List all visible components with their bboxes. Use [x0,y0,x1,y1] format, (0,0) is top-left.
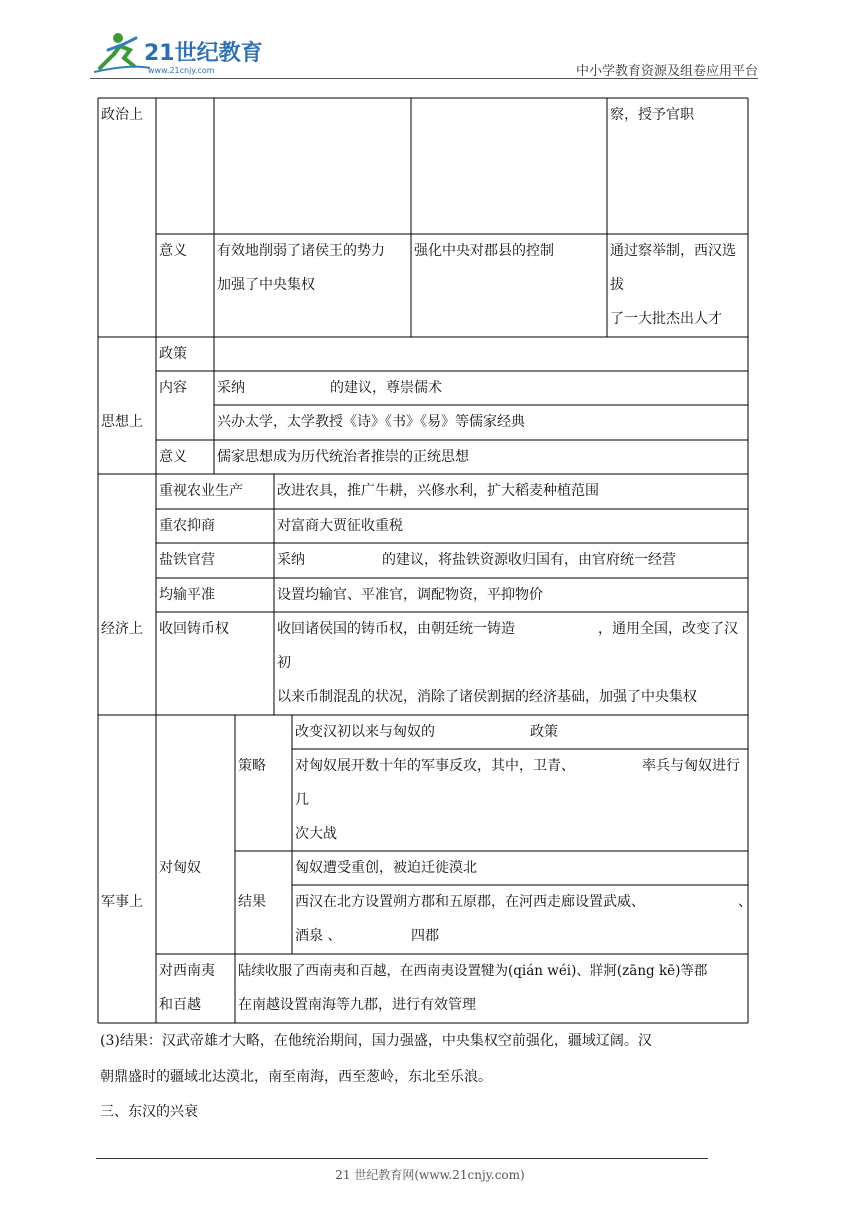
thought-content-2: 兴办太学，太学教授《诗》《书》《易》等儒家经典 [217,414,525,430]
politics-meaning-3-line3: 了一大批杰出人才 [610,311,722,327]
thought-meaning-label: 意义 [159,449,187,465]
military-xiongnu-label: 对匈奴 [159,860,201,876]
economy-row2-label: 重农抑商 [159,518,215,534]
result-paragraph-line2: 朝鼎盛时的疆域北达漠北，南至南海，西至葱岭，东北至乐浪。 [100,1069,492,1085]
section-label-politics: 政治上 [101,107,143,123]
section-label-thought: 思想上 [101,414,143,430]
logo-text: 21世纪教育 [144,41,263,66]
military-result-2-line2b: 四郡 [411,928,439,944]
section-label-military: 军事上 [101,894,143,910]
logo-url: www.21cnjy.com [148,66,215,75]
politics-meaning-3-line1: 通过察举制，西汉选 [610,243,736,259]
military-strategy-label: 策略 [238,758,266,774]
military-southwest-label-line2: 和百越 [159,997,201,1013]
economy-row3-label: 盐铁官营 [159,552,215,568]
military-strategy-2-line1b: 率兵与匈奴进行 [642,758,740,774]
politics-meaning-2: 强化中央对郡县的控制 [414,243,554,259]
economy-row2-text: 对富商大贾征收重税 [277,518,403,534]
politics-meaning-label: 意义 [159,243,187,259]
military-strategy-2-line2: 几 [295,792,309,808]
economy-row5-line3: 以来币制混乱的状况，消除了诸侯割据的经济基础，加强了中央集权 [277,689,697,705]
military-strategy-2-line3: 次大战 [295,826,337,842]
thought-meaning: 儒家思想成为历代统治者推崇的正统思想 [217,449,469,465]
thought-content-1b: 的建议，尊崇儒术 [330,380,442,396]
military-result-1: 匈奴遭受重创，被迫迁徙漠北 [295,860,477,876]
politics-meaning-1-line1: 有效地削弱了诸侯王的势力 [217,243,385,259]
economy-row4-text: 设置均输官、平准官，调配物资，平抑物价 [277,587,543,603]
politics-meaning-3-line2: 拔 [610,277,624,293]
economy-row3-text-a: 采纳 [277,552,305,568]
economy-row4-label: 均输平准 [159,587,215,603]
section-label-economy: 经济上 [101,621,143,637]
footer-text: 21 世纪教育网(www.21cnjy.com) [335,1168,525,1182]
military-result-label: 结果 [238,894,266,910]
economy-row5-line2: 初 [277,655,291,671]
economy-row5-line1b: ，通用全国，改变了汉 [598,621,738,637]
military-strategy-1a: 改变汉初以来与匈奴的 [295,724,435,740]
military-strategy-2-line1a: 对匈奴展开数十年的军事反攻，其中，卫青、 [295,758,575,774]
politics-continued-text: 察，授予官职 [610,107,694,123]
section-heading-3: 三、东汉的兴衰 [100,1104,198,1120]
thought-content-label: 内容 [159,380,187,396]
result-paragraph-line1: (3)结果：汉武帝雄才大略，在他统治期间，国力强盛，中央集权空前强化，疆域辽阔。汉 [100,1033,652,1049]
military-result-2-line1b: 、 [738,894,752,910]
platform-name: 中小学教育资源及组卷应用平台 [575,64,758,79]
economy-row3-text-b: 的建议，将盐铁资源收归国有，由官府统一经营 [382,552,676,568]
footer-divider [96,1158,708,1159]
economy-row5-line1a: 收回诸侯国的铸币权，由朝廷统一铸造 [277,621,515,637]
economy-row5-label: 收回铸币权 [159,621,229,637]
thought-policy-label: 政策 [159,346,187,362]
politics-meaning-1-line2: 加强了中央集权 [217,277,315,293]
economy-row1-label: 重视农业生产 [159,483,243,499]
economy-row1-text: 改进农具，推广牛耕，兴修水利，扩大稻麦种植范围 [277,483,599,499]
military-strategy-1b: 政策 [530,724,558,740]
military-southwest-line1: 陆续收服了西南夷和百越，在西南夷设置犍为(qián wéi)、牂牁(zāng kē)等郡 [238,963,708,979]
military-result-2-line2a: 酒泉 、 [295,928,342,944]
military-result-2-line1a: 西汉在北方设置朔方郡和五原郡，在河西走廊设置武威、 [295,894,645,910]
military-southwest-label-line1: 对西南夷 [159,963,215,979]
thought-content-1a: 采纳 [217,380,245,396]
military-southwest-line2: 在南越设置南海等九郡，进行有效管理 [238,997,476,1013]
